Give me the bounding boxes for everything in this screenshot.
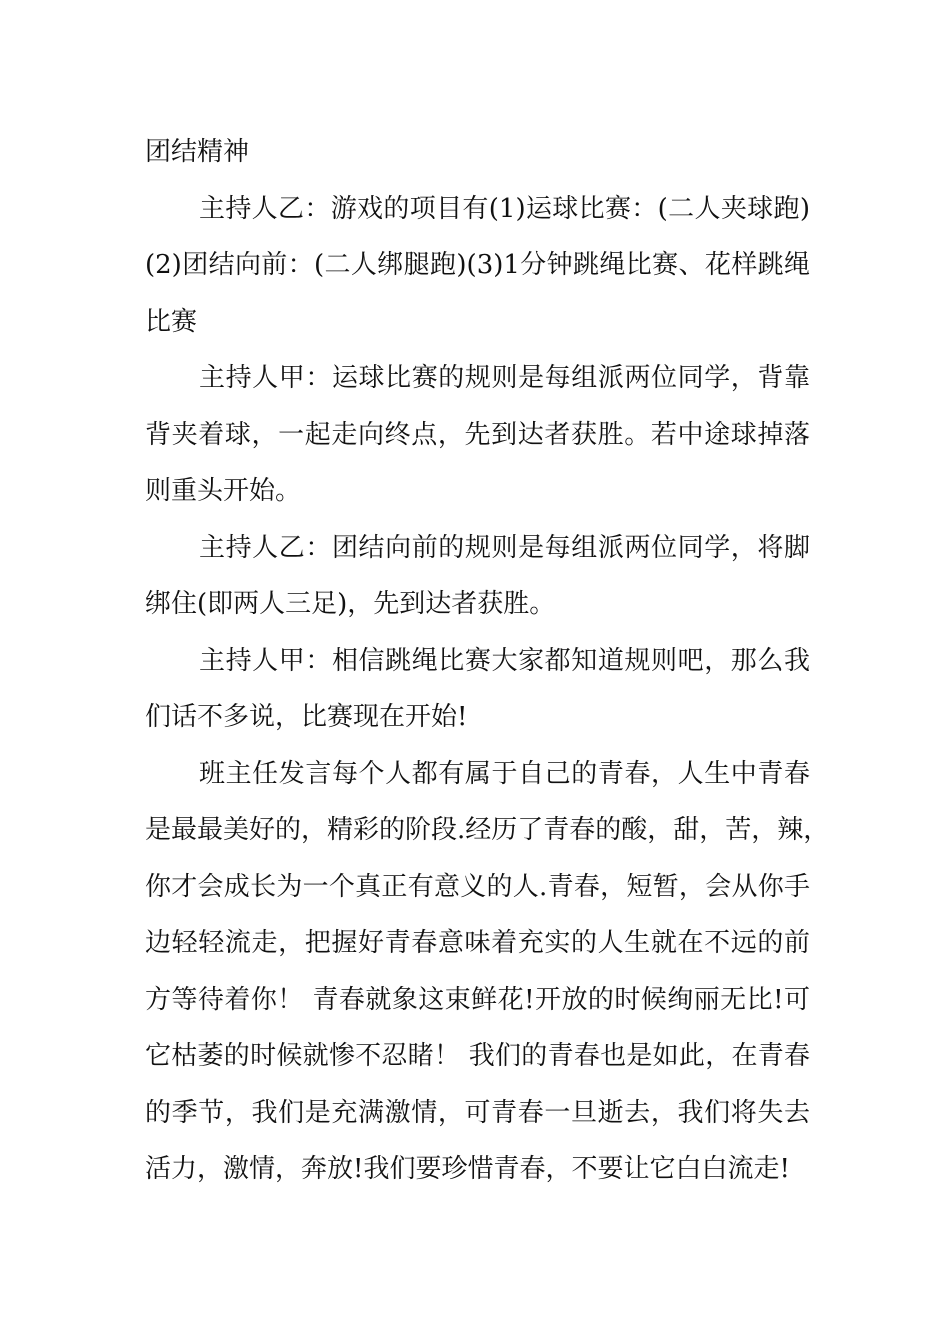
text-line: 绑住(即两人三足)，先到达者获胜。	[145, 589, 556, 619]
text-line: 你才会成长为一个真正有意义的人.青春，短暂，会从你手	[145, 871, 810, 902]
text-line: 团结精神	[145, 137, 250, 167]
text-line: 是最最美好的，精彩的阶段.经历了青春的酸，甜，苦，辣，	[145, 815, 830, 845]
text-line: 们话不多说，比赛现在开始!	[145, 702, 468, 732]
paragraph-first-line: 主持人甲：运球比赛的规则是每组派两位同学，背靠	[199, 363, 810, 393]
text-line: 的季节，我们是充满激情，可青春一旦逝去，我们将失去	[145, 1097, 810, 1128]
paragraph-first-line: 主持人乙：游戏的项目有(1)运球比赛：(二人夹球跑)	[199, 193, 810, 224]
text-line: 边轻轻流走，把握好青春意味着充实的人生就在不远的前	[145, 928, 810, 958]
text-line: 活力，激情，奔放!我们要珍惜青春，不要让它白白流走!	[145, 1154, 790, 1184]
paragraph-first-line: 班主任发言每个人都有属于自己的青春，人生中青春	[199, 758, 810, 789]
text-line: 则重头开始。	[145, 476, 302, 506]
document-body	[145, 124, 830, 1198]
paragraph-first-line: 主持人乙：团结向前的规则是每组派两位同学，将脚	[199, 532, 810, 563]
text-line: 它枯萎的时候就惨不忍睹！ 我们的青春也是如此，在青春	[145, 1041, 810, 1071]
text-line: 背夹着球，一起走向终点，先到达者获胜。若中途球掉落	[145, 419, 810, 450]
text-line: 比赛	[145, 306, 198, 337]
text-line: (2)团结向前：(二人绑腿跑)(3)1分钟跳绳比赛、花样跳绳	[145, 250, 810, 280]
text-line: 方等待着你！ 青春就象这束鲜花!开放的时候绚丽无比!可	[145, 984, 810, 1015]
paragraph-first-line: 主持人甲：相信跳绳比赛大家都知道规则吧，那么我	[199, 645, 810, 676]
